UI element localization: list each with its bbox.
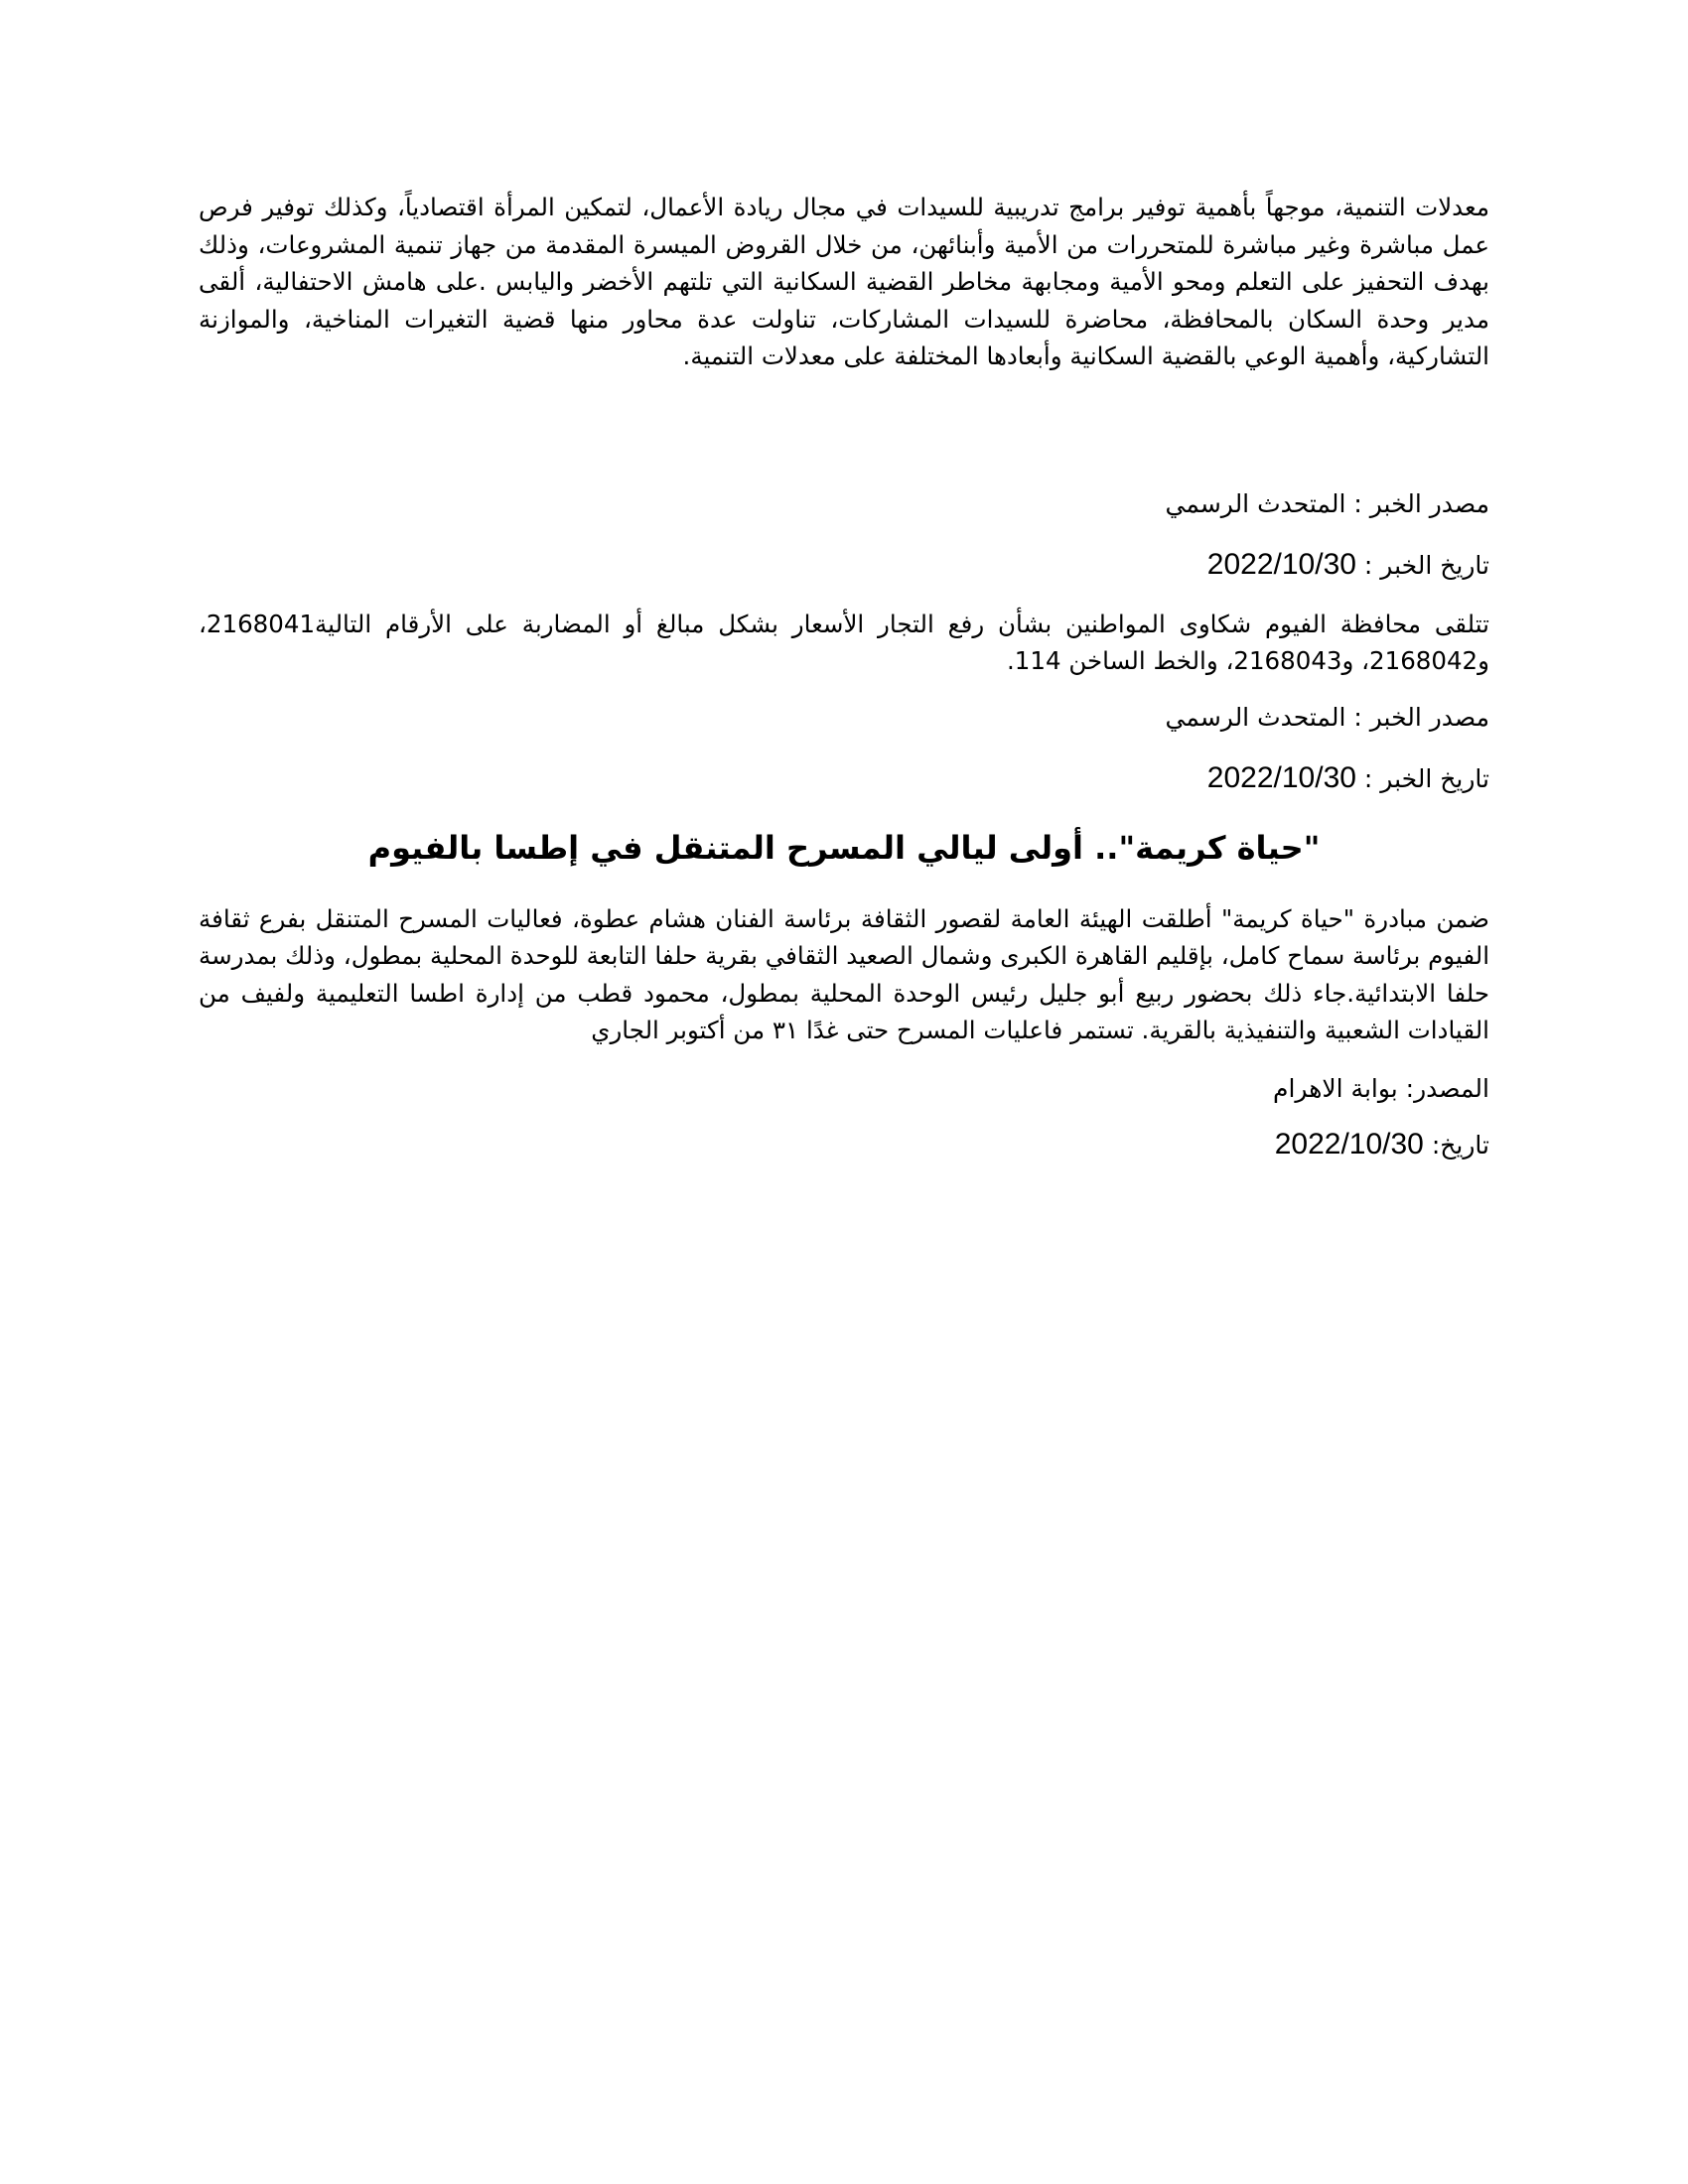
article3-source: المصدر: بوابة الاهرام (1273, 1073, 1489, 1103)
article2-date (199, 760, 1489, 797)
article2-date-value: 2022/10/30 (1206, 760, 1356, 794)
article3-date-label: تاريخ: (1423, 1130, 1489, 1160)
article1-date-value: 2022/10/30 (1206, 547, 1356, 581)
article1-paragraph: معدلات التنمية، موجهاً بأهمية توفير برامج تدريبية للسيدات في مجال ريادة الأعمال، لتمكين المرأة اقتصادياً، وكذلك توفير فرص عمل مباشرة وغير مباشرة للمتحررات من الأمية وأبنائهن، من خلال القروض الميسرة المقدمة من جهاز تنمية المشروعات، وذلك بهدف التحفيز على التعلم ومحو الأمية ومجابهة مخاطر القضية السكانية التي تلتهم الأخضر واليابس .على هامش الاحتفالية، ألقى مدير وحدة السكان بالمحافظة، محاضرة للسيدات المشاركات، تناولت عدة محاور منها قضية التغيرات المناخية، والموازنة التشاركية، وأهمية الوعي بالقضية السكانية وأبعادها المختلفة على معدلات التنمية. (199, 193, 1489, 370)
article2-source: مصدر الخبر : المتحدث الرسمي (1165, 702, 1489, 732)
article1-date-label: تاريخ الخبر : (1355, 550, 1489, 580)
article3-date-value: 2022/10/30 (1274, 1127, 1424, 1160)
article1-date (199, 547, 1489, 584)
article3-date (199, 1127, 1489, 1163)
document-page (199, 189, 1489, 1163)
article1-source: مصدر الخبر : المتحدث الرسمي (1165, 488, 1489, 518)
article3-paragraph: ضمن مبادرة "حياة كريمة" أطلقت الهيئة العامة لقصور الثقافة برئاسة الفنان هشام عطوة، فعاليات المسرح المتنقل بفرع ثقافة الفيوم برئاسة سماح كامل، بإقليم القاهرة الكبرى وشمال الصعيد الثقافي بقرية حلفا التابعة للوحدة المحلية بمطول، وذلك بمدرسة حلفا الابتدائية.جاء ذلك بحضور ربيع أبو جليل رئيس الوحدة المحلية بمطول، محمود قطب من إدارة اطسا التعليمية ولفيف من القيادات الشعبية والتنفيذية بالقرية. تستمر فاعليات المسرح حتى غدًا ٣١ من أكتوبر الجاري (199, 903, 1489, 1044)
article3-headline: "حياة كريمة".. أولى ليالي المسرح المتنقل في إطسا بالفيوم (367, 828, 1321, 867)
article2-date-label: تاريخ الخبر : (1355, 763, 1489, 793)
article2-paragraph: تتلقى محافظة الفيوم شكاوى المواطنين بشأن رفع التجار الأسعار بشكل مبالغ أو المضاربة على الأرقام التالية2168041، و2168042، و2168043، والخط الساخن 114. (199, 609, 1489, 675)
